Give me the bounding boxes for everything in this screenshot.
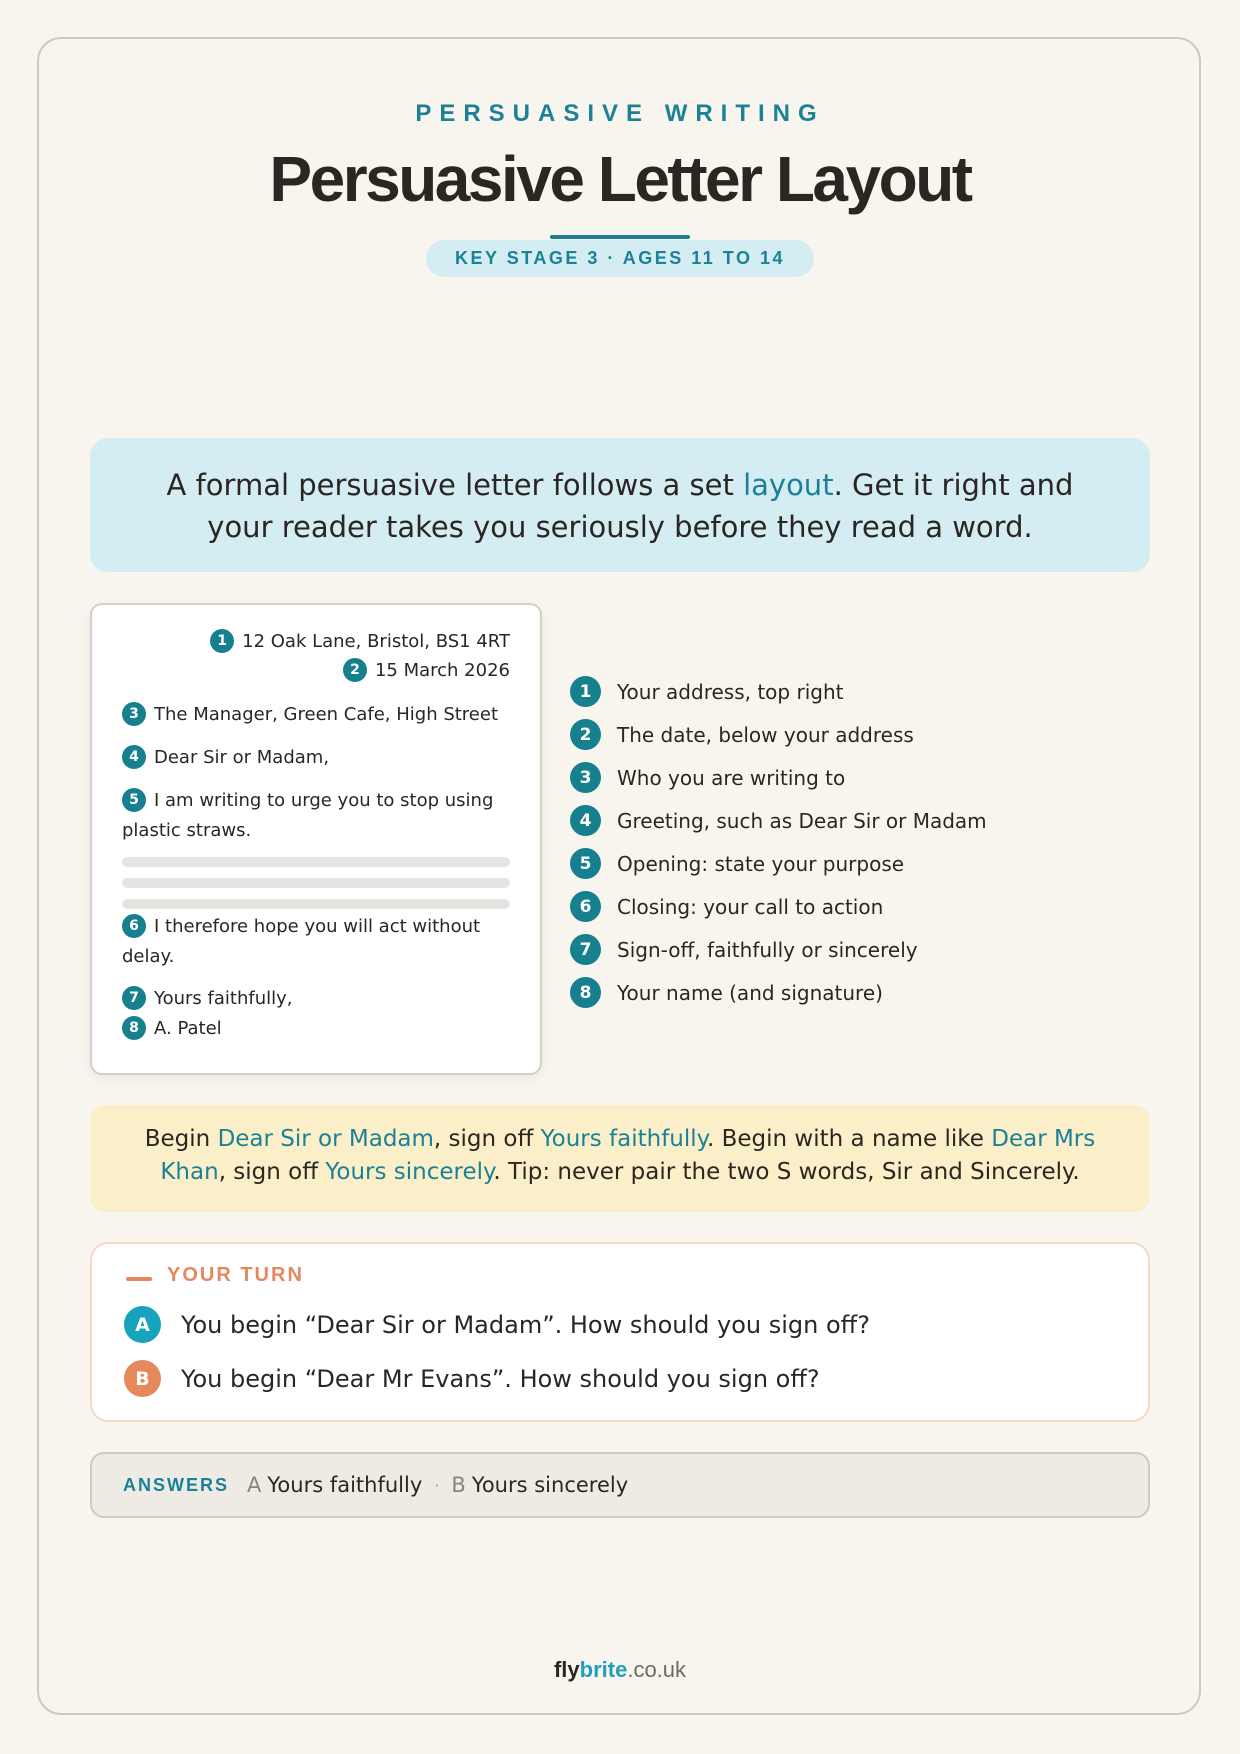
letter-closing [122,912,512,972]
question-text: You begin “Dear Sir or Madam”. How should you sign off? [181,1310,870,1339]
question-b [124,1360,820,1397]
tip-highlight: Dear Sir or Madam [217,1126,434,1152]
question-badge-a: A [124,1306,161,1343]
letter-signoff [122,984,512,1014]
legend-text: Greeting, such as Dear Sir or Madam [617,808,987,833]
legend-number: 5 [570,848,601,879]
intro-text-end: . Get it right and your reader takes you seriously before they read a word. [207,468,1074,544]
tip-text: , sign off [433,1126,541,1152]
legend-item [570,971,1130,1014]
legend-number: 2 [570,719,601,750]
letter-recipient-text: The Manager, Green Cafe, High Street [154,704,499,725]
placeholder-line [122,899,510,909]
letter-name [122,1014,512,1044]
marker-4: 4 [122,745,146,769]
legend-number: 6 [570,891,601,922]
marker-7: 7 [122,986,146,1010]
heading-dash [126,1277,152,1281]
key-stage-pill: KEY STAGE 3 · AGES 11 TO 14 [426,240,814,277]
marker-2: 2 [343,658,367,682]
marker-1: 1 [210,629,234,653]
answer-letter-b: B [451,1473,466,1497]
legend-text: The date, below your address [617,722,914,747]
logo-brite: brite [579,1657,628,1682]
legend-item [570,885,1130,928]
question-text: You begin “Dear Mr Evans”. How should you sign off? [181,1364,820,1393]
answer-letter-a: A [247,1473,262,1497]
letter-date [343,656,510,686]
intro-box [90,438,1150,572]
placeholder-line [122,878,510,888]
letter-signoff-text: Yours faithfully, [154,988,293,1009]
tip-box [90,1105,1150,1212]
layout-legend [570,670,1130,1014]
answer-a: Yours faithfully [267,1473,423,1497]
question-a [124,1306,870,1343]
letter-opening-text: I am writing to urge you to stop using plastic straws. [122,790,494,841]
legend-number: 7 [570,934,601,965]
tip-text: . Begin with a name like [707,1126,992,1152]
answers-box [90,1452,1150,1518]
kicker: PERSUASIVE WRITING [415,100,825,127]
marker-6: 6 [122,914,146,938]
letter-date-text: 15 March 2026 [374,660,510,681]
tip-text: , sign off [218,1159,326,1185]
placeholder-line [122,857,510,867]
tip-text: . Tip: never pair the two S words, Sir and Sincerely. [493,1159,1080,1185]
logo-fly: fly [553,1657,580,1682]
marker-5: 5 [122,788,146,812]
letter-address-text: 12 Oak Lane, Bristol, BS1 4RT [242,631,510,652]
legend-item [570,756,1130,799]
letter-recipient [122,700,512,730]
legend-number: 3 [570,762,601,793]
legend-item [570,713,1130,756]
legend-item [570,928,1130,971]
your-turn-box [90,1242,1150,1422]
tip-highlight: Yours sincerely [325,1159,494,1185]
answer-b: Yours sincerely [471,1473,629,1497]
answer-separator: · [434,1475,440,1495]
letter-name-text: A. Patel [154,1018,222,1039]
intro-text: A formal persuasive letter follows a set [166,468,744,502]
legend-text: Your address, top right [617,679,844,704]
tip-highlight: Yours faithfully [540,1126,707,1152]
legend-item [570,842,1130,885]
letter-opening [122,786,512,846]
footer-logo [0,1657,1240,1683]
letter-closing-text: I therefore hope you will act without delay. [122,916,481,967]
answers-label: ANSWERS [123,1474,230,1495]
title-underline [550,235,690,239]
marker-8: 8 [122,1016,146,1040]
legend-text: Who you are writing to [617,765,846,790]
legend-number: 8 [570,977,601,1008]
letter-greeting [122,743,512,773]
your-turn-heading: YOUR TURN [167,1264,304,1286]
legend-item [570,799,1130,842]
logo-domain: .co.uk [627,1657,687,1682]
tip-text: Begin [144,1126,218,1152]
tip-highlight: Dear Mrs Khan [160,1126,1096,1185]
legend-text: Opening: state your purpose [617,851,905,876]
legend-text: Closing: your call to action [617,894,884,919]
legend-number: 4 [570,805,601,836]
example-letter [90,603,542,1075]
letter-greeting-text: Dear Sir or Madam, [154,747,330,768]
marker-3: 3 [122,702,146,726]
legend-number: 1 [570,676,601,707]
legend-text: Your name (and signature) [617,980,883,1005]
legend-text: Sign-off, faithfully or sincerely [617,937,918,962]
intro-highlight: layout [743,468,834,502]
letter-address [210,627,510,657]
question-badge-b: B [124,1360,161,1397]
legend-item [570,670,1130,713]
page-title: Persuasive Letter Layout [269,143,971,215]
